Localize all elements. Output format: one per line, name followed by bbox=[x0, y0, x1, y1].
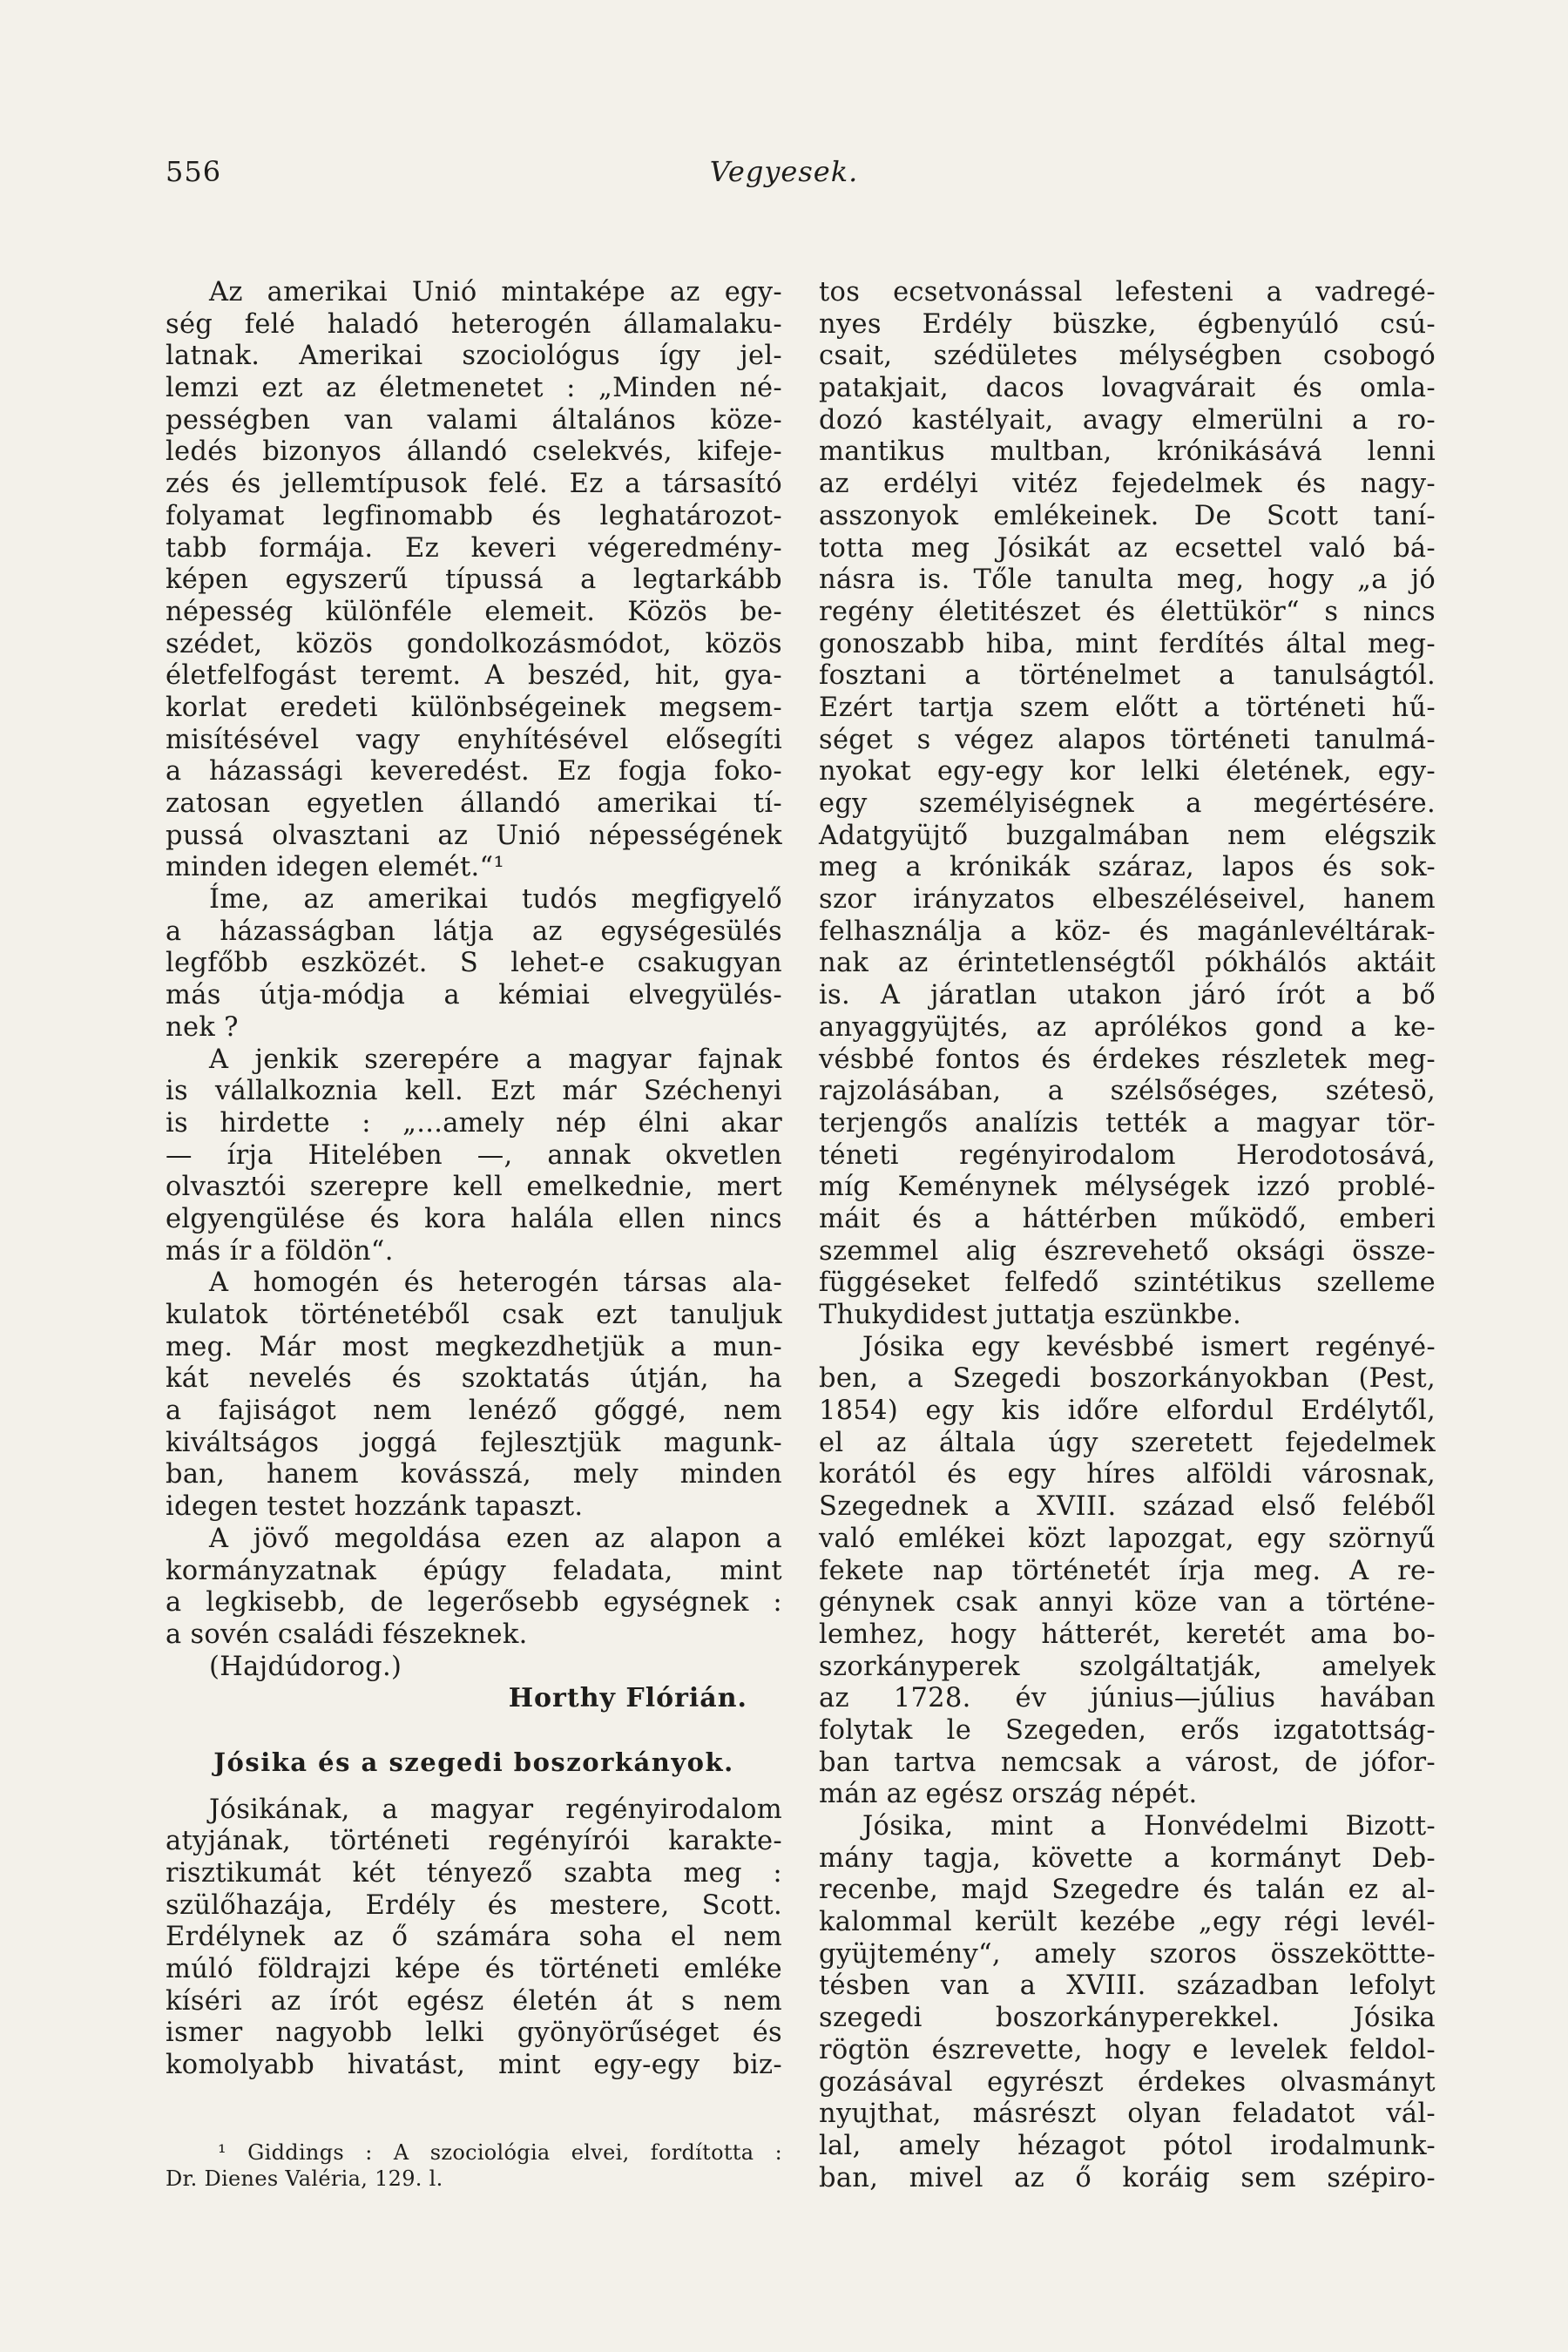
text-line: szédet, közös gondolkozásmódot, közös bbox=[166, 628, 782, 659]
running-head: Vegyesek. bbox=[709, 155, 859, 188]
page-number: 556 bbox=[166, 155, 222, 188]
text-line: függéseket felfedő szintétikus szelleme bbox=[819, 1267, 1436, 1299]
text-line: szor irányzatos elbeszéléseivel, hanem bbox=[819, 884, 1436, 916]
text-line: Ezért tartja szem előtt a történeti hű- bbox=[819, 692, 1436, 723]
text-line: lal, amely hézagot pótol irodalmunk- bbox=[819, 2130, 1436, 2161]
text-line: Íme, az amerikai tudós megfigyelő bbox=[209, 884, 782, 916]
text-line: kiváltságos joggá fejlesztjük magunk- bbox=[166, 1427, 782, 1458]
text-line: meg. Már most megkezdhetjük a mun- bbox=[166, 1331, 782, 1362]
text-line: el az általa úgy szeretett fejedelmek bbox=[819, 1427, 1436, 1458]
text-line: 1854) egy kis időre elfordul Erdélytől, bbox=[819, 1396, 1436, 1427]
text-line: népesség különféle elemeit. Közös be- bbox=[166, 596, 782, 627]
text-line: Az amerikai Unió mintaképe az egy- bbox=[209, 277, 782, 308]
text-line: nyes Erdély büszke, égbenyúló csú- bbox=[819, 308, 1436, 340]
text-line: szegedi boszorkányperekkel. Jósika bbox=[819, 2003, 1436, 2034]
text-line: ban tartva nemcsak a várost, de jófor- bbox=[819, 1747, 1436, 1778]
text-line: mány tagja, követte a kormányt Deb- bbox=[819, 1842, 1436, 1874]
text-line: lemhez, hogy hátterét, keretét ama bo- bbox=[819, 1619, 1436, 1650]
page-header bbox=[166, 155, 1402, 199]
text-line: misítésével vagy enyhítésével elősegíti bbox=[166, 724, 782, 755]
text-line: A jenkik szerepére a magyar fajnak bbox=[209, 1044, 782, 1075]
text-line: szemmel alig észrevehető oksági össze- bbox=[819, 1235, 1436, 1267]
text-line: lemzi ezt az életmenetet : „Minden né- bbox=[166, 373, 782, 404]
text-line: recenbe, majd Szegedre és talán ez al- bbox=[819, 1875, 1436, 1906]
text-line: felhasználja a köz- és magánlevéltárak- bbox=[819, 916, 1436, 947]
text-line: zatosan egyetlen állandó amerikai tí- bbox=[166, 788, 782, 819]
text-line: A jövő megoldása ezen az alapon a bbox=[209, 1523, 782, 1554]
text-line: az erdélyi vitéz fejedelmek és nagy- bbox=[819, 469, 1436, 500]
text-line: máit és a háttérben működő, emberi bbox=[819, 1203, 1436, 1234]
text-line: múló földrajzi képe és történeti emléke bbox=[166, 1954, 782, 1985]
text-line: — írja Hitelében —, annak okvetlen bbox=[166, 1139, 782, 1171]
text-line: pességben van valami általános köze- bbox=[166, 404, 782, 436]
text-line: a legkisebb, de legerősebb egységnek : bbox=[166, 1587, 782, 1619]
text-line: kormányzatnak épúgy feladata, mint bbox=[166, 1555, 782, 1586]
text-line: regény életitészet és élettükör“ s nincs bbox=[819, 596, 1436, 627]
text-line: mantikus multban, krónikásává lenni bbox=[819, 436, 1436, 468]
text-line: A homogén és heterogén társas ala- bbox=[209, 1267, 782, 1299]
text-line: korától és egy híres alföldi városnak, bbox=[819, 1459, 1436, 1490]
text-line: tabb formája. Ez keveri végeredmény- bbox=[166, 532, 782, 564]
text-line: zés és jellemtípusok felé. Ez a társasító bbox=[166, 469, 782, 500]
text-line: kalommal került kezébe „egy régi levél- bbox=[819, 1907, 1436, 1938]
paragraph bbox=[819, 1332, 1436, 1811]
text-line: való emlékei közt lapozgat, egy szörnyű bbox=[819, 1523, 1436, 1554]
text-line: ban, mivel az ő koráig sem szépiro- bbox=[819, 2162, 1436, 2193]
text-line: idegen testet hozzánk tapaszt. bbox=[166, 1491, 584, 1523]
text-line: míg Keménynek mélységek izzó problé- bbox=[819, 1172, 1436, 1203]
text-line: a fajiságot nem lenéző gőggé, nem bbox=[166, 1396, 782, 1427]
text-line: totta meg Jósikát az ecsettel való bá- bbox=[819, 532, 1436, 564]
paragraph bbox=[166, 1267, 782, 1524]
text-line: képen egyszerű típussá a legtarkább bbox=[166, 564, 782, 596]
text-line: csait, szédületes mélységben csobogó bbox=[819, 341, 1436, 372]
text-line: is. A járatlan utakon járó írót a bő bbox=[819, 980, 1436, 1011]
text-line: ség felé haladó heterogén államalaku- bbox=[166, 308, 782, 340]
text-line: más ír a földön“. bbox=[166, 1235, 394, 1267]
text-line: Jósikának, a magyar regényirodalom bbox=[209, 1794, 782, 1825]
text-line: gonoszabb hiba, mint ferdítés által meg- bbox=[819, 628, 1436, 659]
text-line: ben, a Szegedi boszorkányokban (Pest, bbox=[819, 1363, 1436, 1395]
footnote-line: ¹ Giddings : A szociológia elvei, fordította : bbox=[218, 2140, 782, 2165]
paragraph bbox=[166, 1044, 782, 1268]
text-line: Thukydidest juttatja eszünkbe. bbox=[819, 1300, 1241, 1330]
text-line: atyjának, történeti regényírói karakte- bbox=[166, 1826, 782, 1857]
text-line: mán az egész ország népét. bbox=[819, 1779, 1198, 1810]
text-line: tésben van a XVIII. században lefolyt bbox=[819, 1970, 1436, 2002]
author-signature: Horthy Flórián. bbox=[508, 1683, 747, 1714]
text-line: ledés bizonyos állandó cselekvés, kifeje- bbox=[166, 436, 782, 468]
text-line: Jósika, mint a Honvédelmi Bizott- bbox=[862, 1811, 1436, 1842]
text-line: olvasztói szerepre kell emelkednie, mert bbox=[166, 1172, 782, 1203]
text-line: anyaggyüjtés, az aprólékos gond a ke- bbox=[819, 1011, 1436, 1043]
text-line: tos ecsetvonással lefesteni a vadregé- bbox=[819, 277, 1436, 308]
text-line: terjengős analízis tették a magyar tör- bbox=[819, 1107, 1436, 1139]
text-line: Adatgyüjtő buzgalmában nem elégszik bbox=[819, 820, 1436, 851]
text-line: szorkányperek szolgáltatják, amelyek bbox=[819, 1651, 1436, 1682]
text-line: is vállalkoznia kell. Ezt már Széchenyi bbox=[166, 1076, 782, 1107]
text-line: dozó kastélyait, avagy elmerülni a ro- bbox=[819, 404, 1436, 436]
text-line: asszonyok emlékeinek. De Scott taní- bbox=[819, 500, 1436, 531]
text-line: kulatok történetéből csak ezt tanuljuk bbox=[166, 1300, 782, 1330]
text-line: vésbbé fontos és érdekes részletek meg- bbox=[819, 1044, 1436, 1075]
text-line: násra is. Tőle tanulta meg, hogy „a jó bbox=[819, 564, 1436, 596]
text-line: kíséri az írót egész életén át s nem bbox=[166, 1985, 782, 2017]
text-line: Szegednek a XVIII. század első feléből bbox=[819, 1491, 1436, 1523]
left-column bbox=[166, 277, 782, 2082]
paragraph bbox=[166, 1524, 782, 1652]
right-column bbox=[819, 277, 1436, 2194]
paragraph bbox=[166, 1794, 782, 2082]
text-line: elgyengülése és kora halála ellen nincs bbox=[166, 1203, 782, 1234]
text-line: korlat eredeti különbségeinek megsem- bbox=[166, 692, 782, 723]
text-line: téneti regényirodalom Herodotosává, bbox=[819, 1139, 1436, 1171]
text-line: risztikumát két tényező szabta meg : bbox=[166, 1858, 782, 1889]
footnote bbox=[166, 2139, 782, 2192]
text-line: fosztani a történelmet a tanulságtól. bbox=[819, 660, 1436, 692]
text-line: nek ? bbox=[166, 1011, 239, 1043]
paragraph bbox=[819, 1811, 1436, 2194]
text-line: életfelfogást teremt. A beszéd, hit, gya- bbox=[166, 660, 782, 692]
text-line: Jósika egy kevésbbé ismert regényé- bbox=[862, 1331, 1436, 1362]
text-line: is hirdette : „...amely nép élni akar bbox=[166, 1107, 782, 1139]
text-line: folytak le Szegeden, erős izgatottság- bbox=[819, 1714, 1436, 1746]
text-line: egy személyiségnek a megértésére. bbox=[819, 788, 1436, 819]
text-line: más útja-módja a kémiai elvegyülés- bbox=[166, 980, 782, 1011]
text-line: gozásával egyrészt érdekes olvasmányt bbox=[819, 2066, 1436, 2098]
section-title: Jósika és a szegedi boszorkányok. bbox=[213, 1747, 734, 1777]
text-line: ban, hanem kovásszá, mely minden bbox=[166, 1459, 782, 1490]
text-line: fekete nap történetét írja meg. A re- bbox=[819, 1555, 1436, 1586]
text-line: patakjait, dacos lovagvárait és omla- bbox=[819, 373, 1436, 404]
footnote-line: Dr. Dienes Valéria, 129. l. bbox=[166, 2166, 443, 2191]
text-line: rögtön észrevette, hogy e levelek feldol- bbox=[819, 2034, 1436, 2065]
text-line: Erdélynek az ő számára soha el nem bbox=[166, 1922, 782, 1953]
text-line: az 1728. év június—július havában bbox=[819, 1683, 1436, 1714]
text-line: minden idegen elemét.“¹ bbox=[166, 852, 504, 883]
text-line: komolyabb hivatást, mint egy-egy biz- bbox=[166, 2050, 782, 2081]
text-line: latnak. Amerikai szociológus így jel- bbox=[166, 341, 782, 372]
paragraph bbox=[166, 884, 782, 1044]
text-line: nyokat egy-egy kor lelki életének, egy- bbox=[819, 756, 1436, 787]
text-line: a házasságban látja az egységesülés bbox=[166, 916, 782, 947]
text-line: meg a krónikák száraz, lapos és sok- bbox=[819, 852, 1436, 883]
paragraph bbox=[819, 277, 1436, 1332]
text-line: kát nevelés és szoktatás útján, ha bbox=[166, 1363, 782, 1395]
text-line: rajzolásában, a szélsőséges, szétesö, bbox=[819, 1076, 1436, 1107]
text-line: nyujthat, másrészt olyan feladatot vál- bbox=[819, 2099, 1436, 2130]
text-line: pussá olvasztani az Unió népességének bbox=[166, 820, 782, 851]
text-line: a sovén családi fészeknek. bbox=[166, 1619, 528, 1650]
text-line: a házassági keveredést. Ez fogja foko- bbox=[166, 756, 782, 787]
text-line: gyüjtemény“, amely szoros összeköttte- bbox=[819, 1938, 1436, 1970]
text-line: génynek csak annyi köze van a történe- bbox=[819, 1587, 1436, 1619]
place-note: (Hajdúdorog.) bbox=[209, 1651, 402, 1682]
text-line: ismer nagyobb lelki gyönyörűséget és bbox=[166, 2017, 782, 2049]
text-line: szülőhazája, Erdély és mestere, Scott. bbox=[166, 1889, 782, 1921]
text-line: nak az érintetlenségtől pókhálós aktáit bbox=[819, 948, 1436, 979]
text-line: séget s végez alapos történeti tanulmá- bbox=[819, 724, 1436, 755]
text-line: legfőbb eszközét. S lehet-e csakugyan bbox=[166, 948, 782, 979]
paragraph bbox=[166, 277, 782, 884]
text-line: folyamat legfinomabb és leghatározot- bbox=[166, 500, 782, 531]
